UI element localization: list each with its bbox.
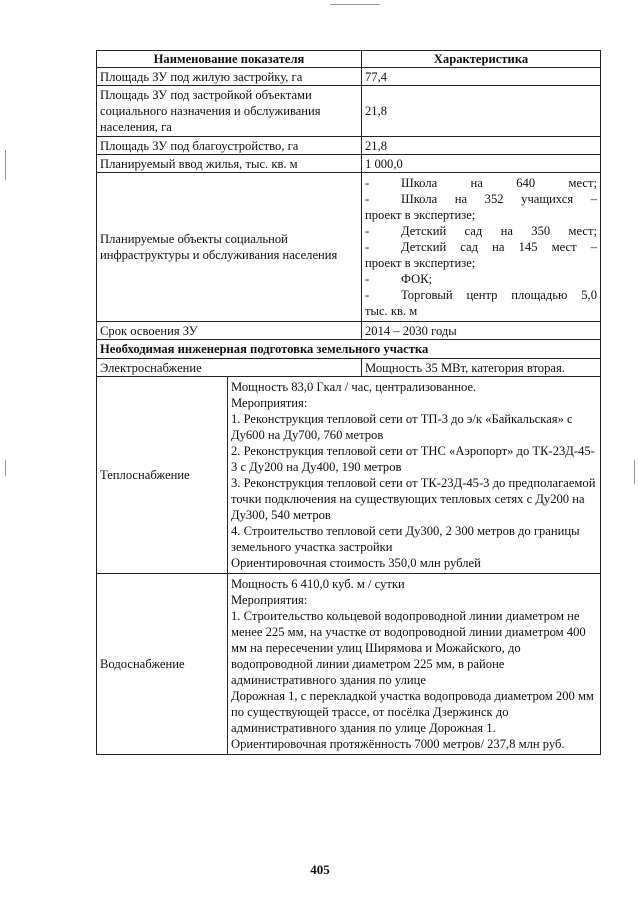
list-item-continuation: тыс. кв. м	[365, 304, 418, 318]
row-value: 2014 – 2030 годы	[362, 322, 601, 340]
table-row	[97, 68, 601, 86]
section-title: Необходимая инженерная подготовка земельного участка	[97, 340, 601, 359]
header-characteristic: Характеристика	[362, 51, 601, 68]
term-row	[97, 322, 601, 340]
detail-line: Мощность 6 410,0 куб. м / сутки	[231, 577, 405, 591]
row-value: 1 000,0	[362, 155, 601, 173]
list-item: - Школа на 352 учащихся –	[365, 192, 597, 206]
detail-line: 1. Строительство кольцевой водопроводной линии диаметром не менее 225 мм, на участке от водопроводной линии диаметром 400 мм на пересечении улиц Ширямова и Можайского, до водопроводной линии диаметром 225 мм, в районе административного здания по улице	[231, 609, 586, 687]
detail-line: 1. Реконструкция тепловой сети от ТП-3 до э/к «Байкальская» с Ду600 на Ду700, 760 метров	[231, 412, 573, 442]
row-name: Теплоснабжение	[97, 377, 228, 574]
row-value: Мощность 35 МВт, категория вторая.	[362, 359, 601, 377]
section-header-row	[97, 340, 601, 359]
water-supply-row	[97, 574, 601, 755]
row-name: Площадь ЗУ под застройкой объектами социального назначения и обслуживания населения, га	[97, 86, 362, 137]
scan-artifact-left-1	[5, 150, 6, 180]
detail-line: 4. Строительство тепловой сети Ду300, 2 300 метров до границы земельного участка застройки	[231, 524, 580, 554]
list-item: - Детский сад на 145 мест –	[365, 240, 597, 254]
scan-artifact-top	[330, 4, 380, 5]
row-name: Планируемый ввод жилья, тыс. кв. м	[97, 155, 362, 173]
list-item-continuation: проект в экспертизе;	[365, 256, 476, 270]
detail-line: Ориентировочная стоимость 350,0 млн рублей	[231, 556, 481, 570]
indicators-table	[96, 50, 601, 755]
scan-artifact-right	[634, 460, 635, 484]
row-name: Срок освоения ЗУ	[97, 322, 362, 340]
detail-line: Мощность 83,0 Гкал / час, централизованное.	[231, 380, 477, 394]
heat-supply-row	[97, 377, 601, 574]
table-row	[97, 137, 601, 155]
list-item: - Торговый центр площадью 5,0	[365, 288, 597, 302]
power-supply-row	[97, 359, 601, 377]
social-objects-list	[362, 173, 601, 322]
row-name: Площадь ЗУ под благоустройство, га	[97, 137, 362, 155]
heat-supply-details	[228, 377, 601, 574]
social-infrastructure-row	[97, 173, 601, 322]
row-name: Электроснабжение	[97, 359, 362, 377]
detail-line: Мероприятия:	[231, 593, 308, 607]
row-value: 77,4	[362, 68, 601, 86]
table-row	[97, 86, 601, 137]
list-item: - Школа на 640 мест;	[365, 176, 597, 190]
detail-line: 2. Реконструкция тепловой сети от ТНС «Аэропорт» до ТК-23Д-45-3 с Ду200 на Ду400, 190 метров	[231, 444, 595, 474]
row-value: 21,8	[362, 86, 601, 137]
row-name: Планируемые объекты социальной инфраструктуры и обслуживания населения	[97, 173, 362, 322]
page-number: 405	[310, 862, 330, 877]
detail-line: Ориентировочная протяжённость 7000 метров/ 237,8 млн руб.	[231, 737, 565, 751]
list-item-continuation: проект в экспертизе;	[365, 208, 476, 222]
water-supply-details	[228, 574, 601, 755]
table-header-row	[97, 51, 601, 68]
header-indicator-name: Наименование показателя	[97, 51, 362, 68]
detail-line: Дорожная 1, с перекладкой участка водопровода диаметром 200 мм по существующей трассе, от посёлка Дзержинск до административного здания по улице Дорожная 1.	[231, 689, 594, 735]
table-row	[97, 155, 601, 173]
row-name: Площадь ЗУ под жилую застройку, га	[97, 68, 362, 86]
detail-line: 3. Реконструкция тепловой сети от ТК-23Д-45-3 до предполагаемой точки подключения на существующих тепловых сетях с Ду200 на Ду300, 540 метров	[231, 476, 596, 522]
detail-line: Мероприятия:	[231, 396, 308, 410]
list-item: - Детский сад на 350 мест;	[365, 224, 597, 238]
row-name: Водоснабжение	[97, 574, 228, 755]
list-item: - ФОК;	[365, 272, 433, 286]
row-value: 21,8	[362, 137, 601, 155]
scan-artifact-left-2	[5, 460, 6, 476]
